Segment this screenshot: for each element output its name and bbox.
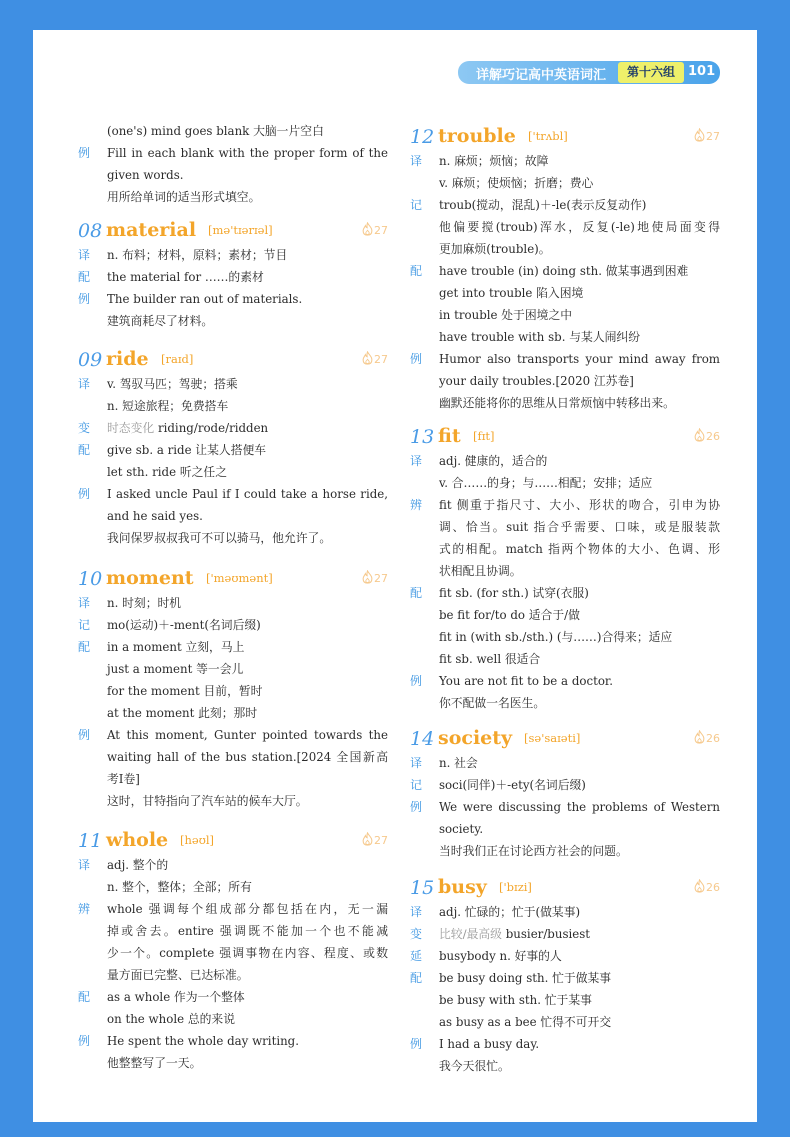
inflection-forms: busier/busiest bbox=[505, 927, 591, 941]
frequency-badge bbox=[361, 351, 388, 366]
word-entry bbox=[410, 728, 720, 862]
entry-line bbox=[410, 494, 720, 516]
entry-number: 13 bbox=[410, 426, 435, 448]
entry-line bbox=[410, 150, 720, 172]
inflection-label: 时态变化 bbox=[107, 421, 155, 435]
line-tag: 例 bbox=[78, 487, 91, 501]
line-text: let sth. ride 听之任之 bbox=[107, 465, 228, 479]
entry-heading bbox=[78, 349, 388, 375]
entry-line bbox=[410, 670, 720, 692]
continued-entry bbox=[78, 120, 388, 208]
entry-line bbox=[410, 840, 720, 862]
entry-line bbox=[410, 216, 720, 238]
word-entry bbox=[410, 426, 720, 714]
flame-icon bbox=[361, 353, 374, 366]
entry-line bbox=[410, 516, 720, 538]
flame-icon bbox=[361, 572, 374, 585]
entry-line bbox=[410, 752, 720, 774]
line-tag: 配 bbox=[78, 270, 91, 284]
frequency-badge bbox=[361, 832, 388, 847]
entry-line bbox=[410, 648, 720, 670]
line-text: v. 驾驭马匹；驾驶；搭乘 bbox=[107, 377, 238, 391]
entry-heading bbox=[410, 877, 720, 903]
frequency-badge bbox=[693, 730, 720, 745]
frequency-badge bbox=[361, 570, 388, 585]
entry-number: 14 bbox=[410, 728, 435, 750]
line-text: n. 短途旅程；免费搭车 bbox=[107, 399, 229, 413]
entry-line bbox=[78, 439, 388, 461]
line-tag: 例 bbox=[410, 1037, 423, 1051]
entry-line bbox=[78, 120, 388, 142]
line-text bbox=[78, 417, 388, 439]
line-tag: 译 bbox=[78, 248, 91, 262]
line-tag: 配 bbox=[78, 443, 91, 457]
line-text: just a moment 等一会儿 bbox=[107, 662, 244, 676]
word-entry bbox=[78, 830, 388, 1074]
entry-line bbox=[78, 854, 388, 876]
line-text: give sb. a ride 让某人搭便车 bbox=[107, 443, 267, 457]
word-entry bbox=[78, 349, 388, 549]
line-text: and he said yes. bbox=[107, 509, 203, 523]
line-text: v. 麻烦；使烦恼；折磨；费心 bbox=[439, 176, 594, 190]
line-text: You are not fit to be a doctor. bbox=[439, 674, 614, 688]
line-tag: 例 bbox=[410, 352, 423, 366]
phonetic: ['məʊmənt] bbox=[206, 571, 273, 585]
entry-line bbox=[78, 658, 388, 680]
line-tag: 变 bbox=[78, 421, 91, 435]
entry-number: 09 bbox=[78, 349, 103, 371]
line-text: 建筑商耗尽了材料。 bbox=[107, 314, 214, 328]
line-text: n. 整个，整体；全部；所有 bbox=[107, 880, 252, 894]
word-entry bbox=[410, 877, 720, 1077]
entry-line bbox=[78, 164, 388, 186]
entry-line bbox=[410, 818, 720, 840]
line-text: 当时我们正在讨论西方社会的问题。 bbox=[439, 844, 628, 858]
line-text: Fill in each blank with the proper form of the bbox=[107, 146, 388, 160]
group-label: 第十六组 bbox=[618, 62, 684, 83]
entry-line bbox=[410, 692, 720, 714]
line-text: as a whole 作为一个整体 bbox=[107, 990, 245, 1004]
line-text: 他偏要搅(troub)浑水，反复(-le)地使局面变得 bbox=[439, 220, 720, 234]
flame-icon bbox=[693, 732, 706, 745]
line-text: 他整整写了一天。 bbox=[107, 1056, 202, 1070]
line-text: fit 侧重于指尺寸、大小、形状的吻合，引申为协 bbox=[439, 498, 720, 512]
line-text: given words. bbox=[107, 168, 184, 182]
entry-line bbox=[78, 373, 388, 395]
line-text: have trouble with sb. 与某人闹纠纷 bbox=[439, 330, 641, 344]
entry-line bbox=[410, 967, 720, 989]
page bbox=[33, 30, 757, 1122]
entry-line bbox=[78, 680, 388, 702]
entry-line bbox=[410, 326, 720, 348]
entry-line bbox=[78, 1052, 388, 1074]
frequency-count: 27 bbox=[706, 130, 720, 143]
line-text: n. 布料；材料，原料；素材；节目 bbox=[107, 248, 288, 262]
entry-line bbox=[410, 472, 720, 494]
line-tag: 变 bbox=[410, 927, 423, 941]
line-text: 你不配做一名医生。 bbox=[439, 696, 546, 710]
phonetic: [raɪd] bbox=[161, 352, 194, 366]
line-text: waiting hall of the bus station.[2024 全国新高 bbox=[107, 750, 388, 764]
entry-line bbox=[78, 527, 388, 549]
entry-line bbox=[410, 304, 720, 326]
entry-heading bbox=[78, 568, 388, 594]
line-tag: 例 bbox=[78, 728, 91, 742]
line-tag: 例 bbox=[410, 800, 423, 814]
entry-heading bbox=[410, 126, 720, 152]
entry-line bbox=[410, 901, 720, 923]
entry-line bbox=[78, 288, 388, 310]
headword: ride bbox=[106, 348, 149, 370]
line-tag: 配 bbox=[78, 990, 91, 1004]
entry-line bbox=[78, 636, 388, 658]
line-tag: 辨 bbox=[78, 902, 91, 916]
line-text: 量方面已完整、已达标准。 bbox=[107, 968, 249, 982]
headword: trouble bbox=[438, 125, 516, 147]
flame-icon bbox=[693, 881, 706, 894]
line-tag: 译 bbox=[78, 596, 91, 610]
entry-line bbox=[410, 1033, 720, 1055]
line-text: (one's) mind goes blank 大脑一片空白 bbox=[107, 124, 324, 138]
line-text: Humor also transports your mind away from bbox=[439, 352, 720, 366]
line-text: busybody n. 好事的人 bbox=[439, 949, 562, 963]
line-tag: 译 bbox=[410, 756, 423, 770]
line-text: 少一个。complete 强调事物在内容、程度、或数 bbox=[107, 946, 388, 960]
entry-line bbox=[78, 790, 388, 812]
phonetic: ['bɪzi] bbox=[499, 880, 532, 894]
entry-line bbox=[78, 461, 388, 483]
line-text: whole 强调每个组成部分都包括在内，无一漏 bbox=[107, 902, 388, 916]
line-text: in a moment 立刻，马上 bbox=[107, 640, 245, 654]
line-tag: 译 bbox=[410, 905, 423, 919]
frequency-count: 26 bbox=[706, 430, 720, 443]
line-tag: 译 bbox=[78, 858, 91, 872]
line-tag: 记 bbox=[410, 778, 423, 792]
entry-line bbox=[78, 417, 388, 439]
frequency-badge bbox=[693, 428, 720, 443]
entry-line bbox=[78, 395, 388, 417]
headword: material bbox=[106, 219, 197, 241]
entry-heading bbox=[410, 728, 720, 754]
line-text: fit sb. well 很适合 bbox=[439, 652, 541, 666]
entry-number: 12 bbox=[410, 126, 435, 148]
frequency-count: 27 bbox=[374, 224, 388, 237]
line-text: I asked uncle Paul if I could take a horse ride, bbox=[107, 487, 388, 501]
line-text: 这时，甘特指向了汽车站的候车大厅。 bbox=[107, 794, 308, 808]
entry-number: 08 bbox=[78, 220, 103, 242]
line-text: society. bbox=[439, 822, 484, 836]
line-text: adj. 忙碌的；忙于(做某事) bbox=[439, 905, 581, 919]
word-entry bbox=[78, 220, 388, 332]
line-text: 我问保罗叔叔我可不可以骑马，他允许了。 bbox=[107, 531, 332, 545]
line-text: 考Ⅰ卷] bbox=[107, 772, 140, 786]
entry-line bbox=[78, 310, 388, 332]
line-text: fit in (with sb./sth.) (与……)合得来；适应 bbox=[439, 630, 673, 644]
book-title: 详解巧记高中英语词汇 bbox=[476, 68, 607, 83]
entry-line bbox=[410, 560, 720, 582]
phonetic: [fɪt] bbox=[473, 429, 495, 443]
entry-line bbox=[78, 964, 388, 986]
entry-line bbox=[78, 942, 388, 964]
line-text: 掉或舍去。entire 强调既不能加一个也不能减 bbox=[107, 924, 388, 938]
entry-line bbox=[410, 538, 720, 560]
frequency-count: 27 bbox=[374, 834, 388, 847]
line-tag: 配 bbox=[78, 640, 91, 654]
entry-line bbox=[410, 774, 720, 796]
entry-line bbox=[410, 282, 720, 304]
entry-heading bbox=[410, 426, 720, 452]
line-text: troub(搅动，混乱)＋-le(表示反复动作) bbox=[439, 198, 647, 212]
word-entry bbox=[410, 126, 720, 414]
line-text: in trouble 处于困境之中 bbox=[439, 308, 573, 322]
entry-line bbox=[410, 348, 720, 370]
line-tag: 配 bbox=[410, 971, 423, 985]
entry-line bbox=[78, 724, 388, 746]
line-text: mo(运动)＋-ment(名词后缀) bbox=[107, 618, 261, 632]
entry-line bbox=[78, 505, 388, 527]
page-number: 101 bbox=[688, 64, 716, 79]
entry-line bbox=[78, 614, 388, 636]
running-header bbox=[458, 61, 720, 84]
frequency-badge bbox=[693, 128, 720, 143]
entry-line bbox=[78, 898, 388, 920]
frequency-badge bbox=[693, 879, 720, 894]
phonetic: [həʊl] bbox=[180, 833, 214, 847]
headword: society bbox=[438, 727, 513, 749]
entry-line bbox=[410, 582, 720, 604]
line-text: adj. 整个的 bbox=[107, 858, 169, 872]
frequency-count: 26 bbox=[706, 881, 720, 894]
entry-line bbox=[410, 370, 720, 392]
phonetic: ['trʌbl] bbox=[528, 129, 568, 143]
line-tag: 记 bbox=[410, 198, 423, 212]
line-text: be busy with sth. 忙于某事 bbox=[439, 993, 592, 1007]
line-text: as busy as a bee 忙得不可开交 bbox=[439, 1015, 612, 1029]
entry-line bbox=[410, 604, 720, 626]
frequency-badge bbox=[361, 222, 388, 237]
entry-line bbox=[78, 1008, 388, 1030]
line-text: your daily troubles.[2020 江苏卷] bbox=[439, 374, 634, 388]
entry-line bbox=[410, 923, 720, 945]
entry-line bbox=[410, 450, 720, 472]
entry-line bbox=[410, 260, 720, 282]
line-text bbox=[410, 923, 720, 945]
entry-line bbox=[410, 945, 720, 967]
line-tag: 译 bbox=[410, 454, 423, 468]
line-text: n. 社会 bbox=[439, 756, 478, 770]
entry-line bbox=[78, 702, 388, 724]
line-text: at the moment 此刻；那时 bbox=[107, 706, 258, 720]
headword: moment bbox=[106, 567, 194, 589]
phonetic: [mə'tɪərɪəl] bbox=[208, 223, 273, 237]
entry-number: 11 bbox=[78, 830, 103, 852]
line-text: 状相配且协调。 bbox=[439, 564, 522, 578]
line-text: fit sb. (for sth.) 试穿(衣服) bbox=[439, 586, 589, 600]
entry-number: 10 bbox=[78, 568, 103, 590]
entry-line bbox=[410, 238, 720, 260]
entry-line bbox=[78, 1030, 388, 1052]
line-text: 我今天很忙。 bbox=[439, 1059, 510, 1073]
line-text: the material for ……的素材 bbox=[107, 270, 264, 284]
line-tag: 例 bbox=[78, 1034, 91, 1048]
line-tag: 辨 bbox=[410, 498, 423, 512]
word-entry bbox=[78, 568, 388, 812]
line-text: have trouble (in) doing sth. 做某事遇到困难 bbox=[439, 264, 689, 278]
line-text: be busy doing sth. 忙于做某事 bbox=[439, 971, 612, 985]
line-text: for the moment 目前，暂时 bbox=[107, 684, 263, 698]
entry-line bbox=[78, 876, 388, 898]
line-tag: 例 bbox=[78, 292, 91, 306]
phonetic: [sə'saɪəti] bbox=[524, 731, 581, 745]
line-text: n. 时刻；时机 bbox=[107, 596, 182, 610]
line-tag: 配 bbox=[410, 586, 423, 600]
flame-icon bbox=[361, 224, 374, 237]
entry-line bbox=[410, 392, 720, 414]
headword: fit bbox=[438, 425, 461, 447]
entry-line bbox=[410, 172, 720, 194]
line-tag: 配 bbox=[410, 264, 423, 278]
line-text: adj. 健康的，适合的 bbox=[439, 454, 548, 468]
entry-line bbox=[410, 796, 720, 818]
line-text: I had a busy day. bbox=[439, 1037, 540, 1051]
line-tag: 记 bbox=[78, 618, 91, 632]
flame-icon bbox=[693, 130, 706, 143]
entry-line bbox=[78, 142, 388, 164]
entry-number: 15 bbox=[410, 877, 435, 899]
entry-line bbox=[78, 746, 388, 768]
frequency-count: 27 bbox=[374, 353, 388, 366]
entry-line bbox=[78, 920, 388, 942]
line-text: soci(同伴)＋-ety(名词后缀) bbox=[439, 778, 586, 792]
line-text: 用所给单词的适当形式填空。 bbox=[107, 190, 261, 204]
entry-line bbox=[78, 986, 388, 1008]
entry-line bbox=[410, 626, 720, 648]
line-text: He spent the whole day writing. bbox=[107, 1034, 299, 1048]
line-tag: 例 bbox=[410, 674, 423, 688]
line-text: 式的相配。match 指两个物体的大小、色调、形 bbox=[439, 542, 720, 556]
entry-line bbox=[78, 186, 388, 208]
entry-line bbox=[410, 194, 720, 216]
inflection-forms: riding/rode/ridden bbox=[157, 421, 269, 435]
line-text: The builder ran out of materials. bbox=[107, 292, 303, 306]
flame-icon bbox=[693, 430, 706, 443]
frequency-count: 26 bbox=[706, 732, 720, 745]
entry-line bbox=[78, 592, 388, 614]
line-text: 更加麻烦(trouble)。 bbox=[439, 242, 551, 256]
headword: busy bbox=[438, 876, 487, 898]
line-text: v. 合……的身；与……相配；安排；适应 bbox=[439, 476, 653, 490]
entry-heading bbox=[78, 220, 388, 246]
line-text: n. 麻烦；烦恼；故障 bbox=[439, 154, 549, 168]
line-text: We were discussing the problems of Western bbox=[439, 800, 720, 814]
line-text: 调、恰当。suit 指合乎需要、口味，或是服装款 bbox=[439, 520, 720, 534]
line-tag: 例 bbox=[78, 146, 91, 160]
entry-line bbox=[78, 244, 388, 266]
entry-heading bbox=[78, 830, 388, 856]
inflection-label: 比较/最高级 bbox=[439, 927, 502, 941]
line-text: be fit for/to do 适合于/做 bbox=[439, 608, 580, 622]
flame-icon bbox=[361, 834, 374, 847]
line-text: 幽默还能将你的思维从日常烦恼中转移出来。 bbox=[439, 396, 675, 410]
line-tag: 译 bbox=[410, 154, 423, 168]
line-tag: 延 bbox=[410, 949, 423, 963]
entry-line bbox=[410, 1055, 720, 1077]
line-tag: 译 bbox=[78, 377, 91, 391]
entry-line bbox=[410, 989, 720, 1011]
line-text: At this moment, Gunter pointed towards the bbox=[107, 728, 388, 742]
line-text: get into trouble 陷入困境 bbox=[439, 286, 584, 300]
entry-line bbox=[78, 483, 388, 505]
headword: whole bbox=[106, 829, 169, 851]
line-text: on the whole 总的来说 bbox=[107, 1012, 236, 1026]
entry-line bbox=[410, 1011, 720, 1033]
frequency-count: 27 bbox=[374, 572, 388, 585]
entry-line bbox=[78, 768, 388, 790]
entry-line bbox=[78, 266, 388, 288]
